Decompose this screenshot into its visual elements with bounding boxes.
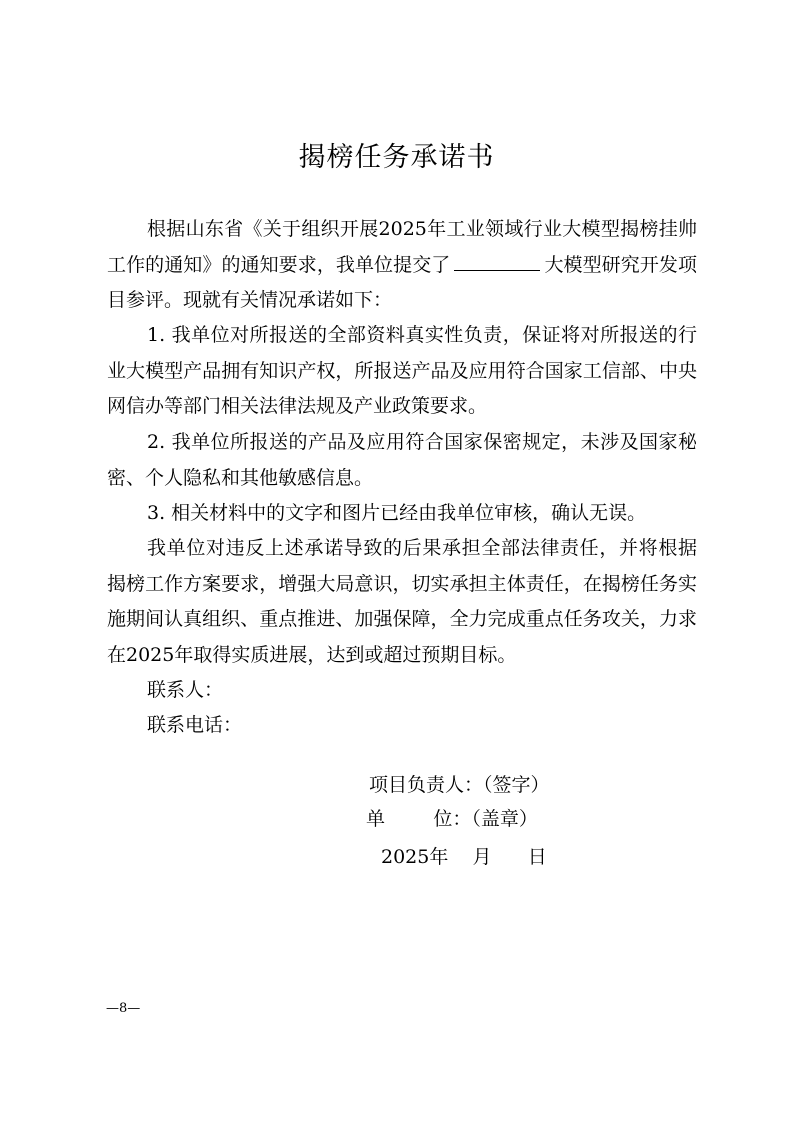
closing-paragraph: 我单位对违反上述承诺导致的后果承担全部法律责任，并将根据揭榜工作方案要求，增强大局意识，切实承担主体责任，在揭榜任务实施期间认真组织、重点推进、加强保障，全力完成重点任务攻关，力求在2025年取得实质进展，达到或超过预期目标。: [107, 537, 697, 666]
signature-date: 2025年 月 日: [381, 846, 547, 868]
page-number: —8—: [106, 1001, 141, 1016]
signature-leader: 项目负责人：（签字）: [369, 774, 550, 796]
commitment-item-3: 3. 相关材料中的文字和图片已经由我单位审核，确认无误。: [147, 502, 647, 524]
commitment-item-2: 2. 我单位所报送的产品及应用符合国家保密规定，未涉及国家秘密、个人隐私和其他敏感信息。: [107, 431, 697, 489]
signature-unit: 单 位：（盖章）: [366, 808, 538, 830]
contact-phone-label: 联系电话：: [147, 714, 243, 736]
project-name-blank: [454, 250, 540, 271]
document-title: 揭榜任务承诺书: [298, 142, 495, 173]
contact-person-label: 联系人：: [147, 679, 224, 701]
commitment-item-1: 1. 我单位对所报送的全部资料真实性负责，保证将对所报送的行业大模型产品拥有知识产权，所报送产品及应用符合国家工信部、中央网信办等部门相关法律法规及产业政策要求。: [107, 324, 697, 417]
intro-text-after: 大模型研究开发项目参评。现就有关情况承诺如下：: [107, 253, 697, 311]
intro-text-before: 根据山东省《关于组织开展2025年工业领域行业大模型揭榜挂帅工作的通知》的通知要求，我单位提交了: [107, 218, 697, 276]
intro-paragraph: [107, 212, 697, 319]
